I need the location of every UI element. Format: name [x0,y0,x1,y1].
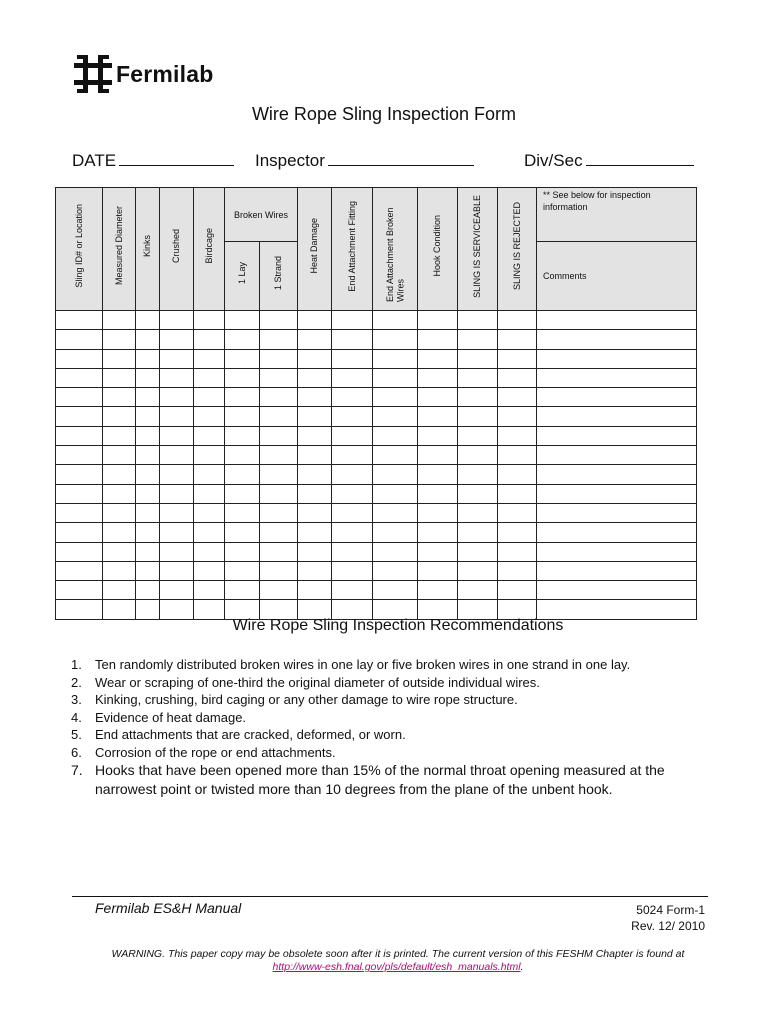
link-suffix: . [520,961,524,973]
table-cell[interactable] [537,368,697,387]
table-cell[interactable] [194,407,225,426]
inspector-label: Inspector [255,151,325,170]
table-cell[interactable] [332,407,373,426]
table-cell[interactable] [498,426,537,445]
table-cell[interactable] [458,311,498,330]
table-cell[interactable] [498,484,537,503]
table-cell[interactable] [537,311,697,330]
table-cell[interactable] [103,465,136,484]
col-end-attachment-broken-wires: End Attachment Broken Wires [373,188,418,311]
form-fields [72,150,712,172]
table-cell[interactable] [103,368,136,387]
table-cell[interactable] [225,523,260,542]
table-cell[interactable] [160,484,194,503]
table-cell[interactable] [160,523,194,542]
table-cell[interactable] [260,503,298,522]
table-cell[interactable] [260,484,298,503]
table-cell[interactable] [537,581,697,600]
table-cell[interactable] [458,523,498,542]
table-cell[interactable] [260,561,298,580]
table-cell[interactable] [332,542,373,561]
table-cell[interactable] [260,542,298,561]
table-cell[interactable] [56,446,103,465]
table-cell[interactable] [298,446,332,465]
table-cell[interactable] [332,349,373,368]
divsec-field[interactable] [524,150,694,171]
table-cell[interactable] [160,349,194,368]
revision: Rev. 12/ 2010 [631,919,705,933]
table-cell[interactable] [160,561,194,580]
table-cell[interactable] [225,349,260,368]
table-cell[interactable] [136,503,160,522]
table-cell[interactable] [136,330,160,349]
table-cell[interactable] [332,311,373,330]
table-cell[interactable] [56,503,103,522]
table-cell[interactable] [458,503,498,522]
table-cell[interactable] [136,465,160,484]
table-cell[interactable] [332,465,373,484]
table-cell[interactable] [194,330,225,349]
table-cell[interactable] [418,446,458,465]
col-sling-id: Sling ID# or Location [56,188,103,311]
table-cell[interactable] [537,446,697,465]
table-cell[interactable] [194,311,225,330]
table-cell[interactable] [373,503,418,522]
table-row [56,484,697,503]
col-rejected: SLING IS REJECTED [498,188,537,311]
table-cell[interactable] [136,581,160,600]
col-measured-diameter: Measured Diameter [103,188,136,311]
table-cell[interactable] [418,523,458,542]
table-cell[interactable] [298,484,332,503]
table-cell[interactable] [373,426,418,445]
table-cell[interactable] [458,581,498,600]
table-cell[interactable] [332,484,373,503]
table-cell[interactable] [458,465,498,484]
date-field[interactable] [72,150,234,171]
table-cell[interactable] [136,542,160,561]
table-cell[interactable] [160,581,194,600]
table-cell[interactable] [332,581,373,600]
table-cell[interactable] [458,330,498,349]
table-cell[interactable] [194,426,225,445]
table-cell[interactable] [194,581,225,600]
table-cell[interactable] [418,407,458,426]
table-cell[interactable] [136,368,160,387]
list-item: 5. End attachments that are cracked, deformed, or worn. [71,727,406,742]
table-cell[interactable] [298,426,332,445]
table-cell[interactable] [373,407,418,426]
table-cell[interactable] [103,542,136,561]
table-cell[interactable] [260,465,298,484]
table-cell[interactable] [225,503,260,522]
manual-name: Fermilab ES&H Manual [95,900,242,916]
table-cell[interactable] [260,446,298,465]
table-cell[interactable] [103,426,136,445]
table-cell[interactable] [332,561,373,580]
table-cell[interactable] [56,426,103,445]
date-label: DATE [72,151,117,170]
table-cell[interactable] [136,446,160,465]
table-cell[interactable] [373,465,418,484]
table-cell[interactable] [537,330,697,349]
table-cell[interactable] [260,311,298,330]
table-row [56,368,697,387]
table-row [56,523,697,542]
table-cell[interactable] [103,561,136,580]
table-cell[interactable] [537,561,697,580]
table-cell[interactable] [418,581,458,600]
table-cell[interactable] [225,426,260,445]
table-cell[interactable] [136,426,160,445]
table-cell[interactable] [136,407,160,426]
table-row [56,503,697,522]
divsec-label: Div/Sec [524,151,583,170]
table-cell[interactable] [260,388,298,407]
col-birdcage: Birdcage [194,188,225,311]
table-cell[interactable] [332,446,373,465]
table-cell[interactable] [194,503,225,522]
table-cell[interactable] [458,426,498,445]
logo-text: Fermilab [116,60,214,87]
table-cell[interactable] [498,388,537,407]
table-cell[interactable] [298,407,332,426]
table-cell[interactable] [498,330,537,349]
fermilab-logo-icon [74,53,112,95]
inspection-table [55,187,697,620]
table-cell[interactable] [194,465,225,484]
table-cell[interactable] [56,484,103,503]
table-cell[interactable] [260,581,298,600]
table-cell[interactable] [498,349,537,368]
table-cell[interactable] [225,330,260,349]
table-row [56,542,697,561]
table-cell[interactable] [136,523,160,542]
table-cell[interactable] [194,484,225,503]
table-cell[interactable] [498,523,537,542]
table-cell[interactable] [498,311,537,330]
table-cell[interactable] [458,407,498,426]
table-cell[interactable] [498,446,537,465]
table-cell[interactable] [160,311,194,330]
table-cell[interactable] [56,542,103,561]
table-body [56,311,697,620]
header-row-top [56,188,697,242]
list-item: 7. Hooks that have been opened more than 15% of the normal throat opening measured at the narrowest point or twisted more than 10 degrees from the plane of the unbent hook. [71,762,665,797]
table-cell[interactable] [160,446,194,465]
table-cell[interactable] [498,368,537,387]
table-cell[interactable] [194,349,225,368]
table-row [56,349,697,368]
fermilab-logo [74,53,213,95]
list-item: 3. Kinking, crushing, bird caging or any other damage to wire rope structure. [71,692,518,707]
table-cell[interactable] [298,349,332,368]
table-cell[interactable] [298,523,332,542]
table-cell[interactable] [56,581,103,600]
table-cell[interactable] [225,465,260,484]
col-broken-wires: Broken Wires [225,188,298,242]
table-cell[interactable] [373,368,418,387]
table-row [56,426,697,445]
table-cell[interactable] [225,388,260,407]
table-cell[interactable] [103,349,136,368]
table-cell[interactable] [225,561,260,580]
table-cell[interactable] [136,561,160,580]
form-info [631,902,705,934]
table-cell[interactable] [56,311,103,330]
table-cell[interactable] [332,426,373,445]
table-cell[interactable] [373,561,418,580]
table-cell[interactable] [103,523,136,542]
table-cell[interactable] [298,388,332,407]
table-cell[interactable] [458,542,498,561]
table-cell[interactable] [498,561,537,580]
table-cell[interactable] [332,388,373,407]
recommendations-list [66,656,716,799]
table-cell[interactable] [537,542,697,561]
table-cell[interactable] [537,484,697,503]
table-cell[interactable] [160,368,194,387]
table-cell[interactable] [458,388,498,407]
table-cell[interactable] [56,368,103,387]
table-cell[interactable] [298,330,332,349]
table-cell[interactable] [160,407,194,426]
table-cell[interactable] [373,349,418,368]
table-cell[interactable] [537,503,697,522]
table-cell[interactable] [260,407,298,426]
footer-divider [72,896,708,897]
form-title: Wire Rope Sling Inspection Form [251,104,517,124]
table-cell[interactable] [103,388,136,407]
table-cell[interactable] [498,581,537,600]
table-cell[interactable] [160,465,194,484]
table-cell[interactable] [160,426,194,445]
table-cell[interactable] [418,330,458,349]
list-item: 1. Ten randomly distributed broken wires in one lay or five broken wires in one strand in one lay. [71,657,631,672]
table-cell[interactable] [136,484,160,503]
table-cell[interactable] [225,484,260,503]
table-cell[interactable] [194,561,225,580]
col-crushed: Crushed [160,188,194,311]
table-cell[interactable] [537,388,697,407]
table-cell[interactable] [418,465,458,484]
table-cell[interactable] [225,542,260,561]
table-cell[interactable] [160,388,194,407]
table-cell[interactable] [498,465,537,484]
table-cell[interactable] [418,426,458,445]
table-cell[interactable] [194,388,225,407]
table-cell[interactable] [332,523,373,542]
table-cell[interactable] [298,311,332,330]
emphasis-text: one-third [211,674,264,690]
table-cell[interactable] [373,446,418,465]
table-cell[interactable] [373,388,418,407]
table-cell[interactable] [373,542,418,561]
col-hook-condition: Hook Condition [418,188,458,311]
table-cell[interactable] [332,368,373,387]
table-cell[interactable] [498,503,537,522]
table-cell[interactable] [103,330,136,349]
table-row [56,446,697,465]
table-cell[interactable] [418,311,458,330]
table-cell[interactable] [298,561,332,580]
table-cell[interactable] [537,426,697,445]
table-cell[interactable] [160,542,194,561]
manual-link[interactable]: http://www-esh.fnal.gov/pls/default/esh_manuals.html [272,961,521,973]
table-cell[interactable] [418,349,458,368]
table-cell[interactable] [373,311,418,330]
warning-note [0,948,768,974]
table-cell[interactable] [160,503,194,522]
table-cell[interactable] [537,523,697,542]
table-cell[interactable] [194,542,225,561]
warning-text: WARNING. This paper copy may be obsolete soon after it is printed. The current version of this FESHM Chapter is found at [111,948,685,960]
table-cell[interactable] [418,368,458,387]
table-cell[interactable] [260,426,298,445]
table-cell[interactable] [458,561,498,580]
table-cell[interactable] [136,388,160,407]
date-blank[interactable] [119,150,234,166]
inspector-blank[interactable] [328,150,474,166]
table-cell[interactable] [56,523,103,542]
table-row [56,330,697,349]
list-item: 6. Corrosion of the rope or end attachments. [71,744,336,760]
col-serviceable: SLING IS SERVICEABLE [458,188,498,311]
table-cell[interactable] [56,388,103,407]
table-cell[interactable] [298,581,332,600]
form-number: 5024 Form-1 [636,903,705,917]
table-cell[interactable] [225,311,260,330]
table-cell[interactable] [260,523,298,542]
list-item: 4. Evidence of heat damage. [71,709,247,725]
table-cell[interactable] [225,581,260,600]
table-cell[interactable] [418,484,458,503]
table-row [56,388,697,407]
list-item: 2. Wear or scraping of one-third the original diameter of outside individual wires. [71,674,540,690]
table-cell[interactable] [373,330,418,349]
table-cell[interactable] [373,581,418,600]
table-cell[interactable] [418,542,458,561]
table-cell[interactable] [103,407,136,426]
table-cell[interactable] [458,368,498,387]
table-cell[interactable] [418,561,458,580]
table-row [56,581,697,600]
table-cell[interactable] [103,484,136,503]
table-cell[interactable] [298,542,332,561]
inspector-field[interactable] [255,150,474,171]
col-one-strand: 1 Strand [260,242,298,311]
table-cell[interactable] [537,407,697,426]
table-cell[interactable] [373,523,418,542]
recommendations-title: Wire Rope Sling Inspection Recommendations [232,617,564,634]
table-cell[interactable] [537,465,697,484]
table-cell[interactable] [418,388,458,407]
col-end-attachment-fitting: End Attachment Fitting [332,188,373,311]
table-cell[interactable] [498,407,537,426]
table-cell[interactable] [458,349,498,368]
table-cell[interactable] [194,523,225,542]
table-row [56,561,697,580]
table-cell[interactable] [260,368,298,387]
table-cell[interactable] [225,368,260,387]
table-cell[interactable] [260,330,298,349]
table-cell[interactable] [56,465,103,484]
table-cell[interactable] [136,311,160,330]
table-row [56,311,697,330]
inspection-note: ** See below for inspection information [537,188,697,242]
table-cell[interactable] [56,561,103,580]
table-cell[interactable] [458,446,498,465]
table-cell[interactable] [103,311,136,330]
table-cell[interactable] [498,542,537,561]
table-cell[interactable] [373,484,418,503]
divsec-blank[interactable] [586,150,694,166]
table-cell[interactable] [298,503,332,522]
table-cell[interactable] [160,330,194,349]
table-cell[interactable] [298,368,332,387]
table-cell[interactable] [298,465,332,484]
table-cell[interactable] [56,407,103,426]
table-cell[interactable] [332,330,373,349]
col-one-lay: 1 Lay [225,242,260,311]
col-heat-damage: Heat Damage [298,188,332,311]
table-cell[interactable] [103,503,136,522]
col-comments: Comments [537,242,697,311]
table-cell[interactable] [458,484,498,503]
table-cell[interactable] [194,446,225,465]
table-cell[interactable] [103,581,136,600]
table-cell[interactable] [225,446,260,465]
table-cell[interactable] [194,368,225,387]
table-cell[interactable] [136,349,160,368]
table-cell[interactable] [225,407,260,426]
table-cell[interactable] [56,330,103,349]
table-cell[interactable] [418,503,458,522]
table-cell[interactable] [537,349,697,368]
table-row [56,465,697,484]
table-cell[interactable] [56,349,103,368]
table-row [56,407,697,426]
table-cell[interactable] [260,349,298,368]
table-cell[interactable] [103,446,136,465]
col-kinks: Kinks [136,188,160,311]
table-cell[interactable] [332,503,373,522]
